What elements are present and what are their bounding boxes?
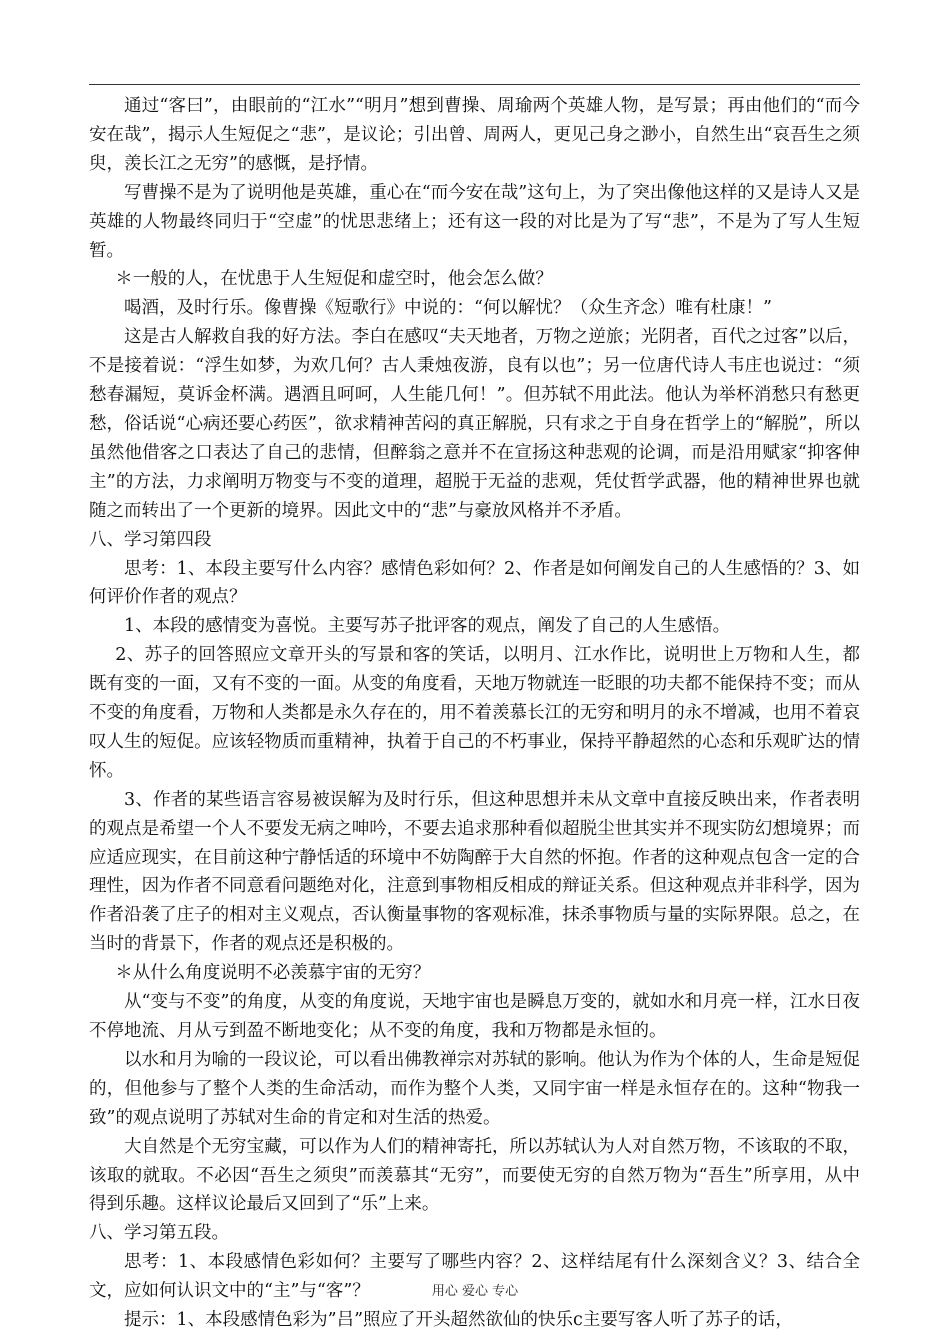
paragraph: 1、本段的感情变为喜悦。主要写苏子批评客的观点，阐发了自己的人生感悟。 xyxy=(124,616,731,637)
paragraph: 喝酒，及时行乐。像曹操《短歌行》中说的：“何以解忧？（众生齐念）唯有杜康！” xyxy=(124,298,772,319)
question-line: ＊从什么角度说明不必羡慕宇宙的无穷？ xyxy=(115,963,431,984)
paragraph: 写曹操不是为了说明他是英雄，重心在“而今安在哉”这句上，为了突出像他这样的又是诗人又是英雄的人物最终同归于“空虚”的忧思悲绪上；还有这一段的对比是为了写“悲”，不是为了写人生短暂。 xyxy=(89,182,860,261)
paragraph: 这是古人解救自我的好方法。李白在感叹“夫天地者，万物之逆旅；光阴者，百代之过客”以后，不是接着说：“浮生如梦，为欢几何？古人秉烛夜游，良有以也”；另一位唐代诗人韦庄也说过：“须愁春漏短，莫诉金杯满。遇酒且呵呵，人生能几何！”。但苏轼不用此法。他认为举杯消愁只有愁更愁，俗话说“心病还要心药医”，欲求精神苦闷的真正解脱，只有求之于自身在哲学上的“解脱”，所以虽然他借客之口表达了自己的悲情，但醉翁之意并不在宣扬这种悲观的论调，而是沿用赋家“抑客伸主”的方法，力求阐明万物变与不变的道理，超脱于无益的悲观，凭仗哲学武器，他的精神世界也就随之而转出了一个更新的境界。因此文中的“悲”与豪放风格并不矛盾。 xyxy=(89,327,860,521)
page-footer: 用心 爱心 专心 xyxy=(431,1284,519,1299)
paragraph: 通过“客曰”，由眼前的“江水”“明月”想到曹操、周瑜两个英雄人物，是写景；再由他们的“而今安在哉”，揭示人生短促之“悲”，是议论；引出曾、周两人，更见己身之渺小，自然生出“哀吾生之须臾，羡长江之无穷”的感慨，是抒情。 xyxy=(89,96,860,174)
paragraph: 大自然是个无穷宝藏，可以作为人们的精神寄托，所以苏轼认为人对自然万物，不该取的不取，该取的就取。不必因“吾生之须臾”而羡慕其“无穷”，而要使无穷的自然万物为“吾生”所享用，从中得到乐趣。这样议论最后又回到了“乐”上来。 xyxy=(89,1136,860,1215)
paragraph: 2、苏子的回答照应文章开头的写景和客的笑话，以明月、江水作比，说明世上万物和人生，都既有变的一面，又有不变的一面。从变的角度看，天地万物就连一眨眼的功夫都不能保持不变；而从不变的角度看，万物和人类都是永久存在的，用不着羡慕长江的无穷和明月的永不增减，也用不着哀叹人生的短促。应该轻物质而重精神，执着于自己的不朽事业，保持平静超然的心态和乐观旷达的情怀。 xyxy=(89,645,860,781)
question-line: ＊一般的人，在忧患于人生短促和虚空时，他会怎么做？ xyxy=(115,269,553,290)
paragraph: 思考：1、本段感情色彩如何？主要写了哪些内容？2、这样结尾有什么深刻含义？3、结合全文，应如何认识文中的“主”与“客”？ xyxy=(89,1252,860,1302)
paragraph: 3、作者的某些语言容易被误解为及时行乐，但这种思想并未从文章中直接反映出来，作者表明的观点是希望一个人不要发无病之呻吟，不要去追求那种看似超脱尘世其实并不现实防幻想境界；而应适应现实，在目前这种宁静恬适的环境中不妨陶醉于大自然的怀抱。作者的这种观点包含一定的合理性，因为作者不同意看问题绝对化，注意到事物相反相成的辩证关系。但这种观点并非科学，因为作者沿袭了庄子的相对主义观点，否认衡量事物的客观标准，抹杀事物质与量的实际界限。总之，在当时的背景下，作者的观点还是积极的。 xyxy=(89,789,860,955)
paragraph: 以水和月为喻的一段议论，可以看出佛教禅宗对苏轼的影响。他认为作为个体的人，生命是短促的，但他参与了整个人类的生命活动，而作为整个人类，又同宇宙一样是永恒存在的。这种“物我一致”的观点说明了苏轼对生命的肯定和对生活的热爱。 xyxy=(89,1049,860,1128)
paragraph: 提示：1、本段感情色彩为”吕”照应了开头超然欲仙的快乐c主要写客人听了苏子的话， xyxy=(124,1310,793,1331)
paragraph: 从“变与不变”的角度，从变的角度说，天地宇宙也是瞬息万变的，就如水和月亮一样，江水日夜不停地流、月从亏到盈不断地变化；从不变的角度，我和万物都是永恒的。 xyxy=(89,992,860,1041)
section-heading: 八、学习第四段 xyxy=(89,529,212,550)
document-body xyxy=(89,92,860,1335)
paragraph: 思考：1、本段主要写什么内容？感情色彩如何？2、作者是如何阐发自己的人生感悟的？3、如何评价作者的观点？ xyxy=(89,558,860,608)
header-rule xyxy=(89,84,860,85)
section-heading: 八、学习第五段。 xyxy=(89,1223,229,1244)
